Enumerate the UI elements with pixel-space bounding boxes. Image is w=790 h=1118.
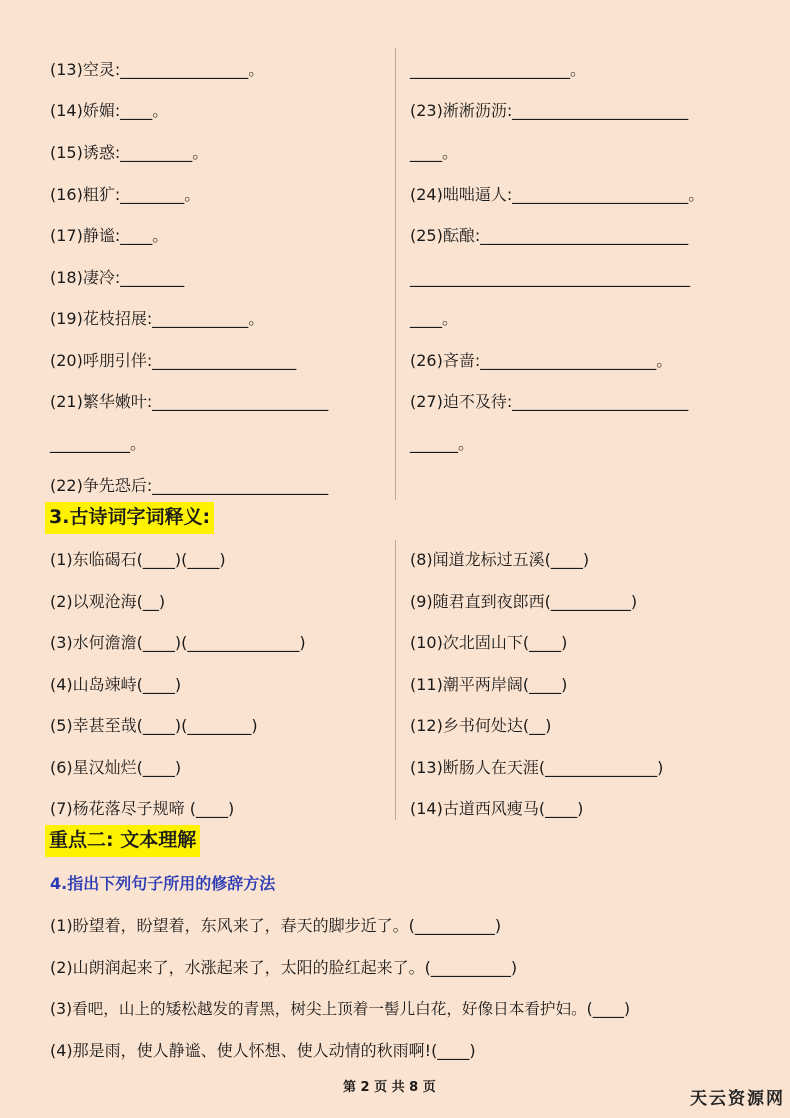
vocab-item: (23)淅淅沥沥:______________________ <box>410 101 689 120</box>
poem-item: (4)山岛竦峙(____) <box>50 675 182 694</box>
poem-item: (7)杨花落尽子规啼 (____) <box>50 799 235 818</box>
poem-item: (6)星汉灿烂(____) <box>50 758 182 777</box>
focus2-heading: 重点二: 文本理解 <box>45 825 200 857</box>
vocab-item: ____。 <box>410 143 459 162</box>
vocab-item: (22)争先恐后:______________________ <box>50 476 329 495</box>
vocab-item: (13)空灵:________________。 <box>50 60 265 79</box>
vocab-item: ___________________________________ <box>410 268 690 287</box>
rhetoric-subheading: 4.指出下列句子所用的修辞方法 <box>50 874 276 893</box>
vocab-item: (19)花枝招展:____________。 <box>50 309 265 328</box>
vocab-item: (14)娇媚:____。 <box>50 101 169 120</box>
rhetoric-item: (1)盼望着，盼望着，东风来了，春天的脚步近了。(__________) <box>50 916 502 935</box>
poem-item: (5)幸甚至哉(____)(________) <box>50 716 258 735</box>
column-divider-top <box>395 48 396 500</box>
vocab-item: (18)凄冷:________ <box>50 268 185 287</box>
section3-heading: 3.古诗词字词释义: <box>45 502 214 534</box>
poem-item: (8)闻道龙标过五溪(____) <box>410 550 590 569</box>
vocab-item: (20)呼朋引伴:__________________ <box>50 351 297 370</box>
poem-item: (3)水何澹澹(____)(______________) <box>50 633 306 652</box>
vocab-item: (26)吝啬:______________________。 <box>410 351 673 370</box>
vocab-item: __________。 <box>50 434 147 453</box>
vocab-item: ____________________。 <box>410 60 587 79</box>
poem-item: (9)随君直到夜郎西(__________) <box>410 592 638 611</box>
poem-item: (2)以观沧海(__) <box>50 592 166 611</box>
rhetoric-item: (2)山朗润起来了，水涨起来了，太阳的脸红起来了。(__________) <box>50 958 518 977</box>
column-divider-section3 <box>395 540 396 820</box>
poem-item: (11)潮平两岸阔(____) <box>410 675 568 694</box>
poem-item: (10)次北固山下(____) <box>410 633 568 652</box>
poem-item: (13)断肠人在天涯(______________) <box>410 758 664 777</box>
vocab-item: ____。 <box>410 309 459 328</box>
vocab-item: (15)诱惑:_________。 <box>50 143 209 162</box>
vocab-item: (27)迫不及待:______________________ <box>410 392 689 411</box>
page-number: 第 2 页 共 8 页 <box>343 1080 436 1095</box>
poem-item: (1)东临碣石(____)(____) <box>50 550 226 569</box>
watermark: 天云资源网 <box>690 1089 785 1109</box>
vocab-item: (16)粗犷:________。 <box>50 185 201 204</box>
vocab-item: ______。 <box>410 434 475 453</box>
vocab-item: (24)咄咄逼人:______________________。 <box>410 185 705 204</box>
vocab-item: (17)静谧:____。 <box>50 226 169 245</box>
rhetoric-item: (4)那是雨，使人静谧、使人怀想、使人动情的秋雨啊!(____) <box>50 1041 476 1060</box>
vocab-item: (25)酝酿:__________________________ <box>410 226 689 245</box>
vocab-item: (21)繁华嫩叶:______________________ <box>50 392 329 411</box>
poem-item: (14)古道西风瘦马(____) <box>410 799 584 818</box>
poem-item: (12)乡书何处达(__) <box>410 716 552 735</box>
rhetoric-item: (3)看吧，山上的矮松越发的青黑，树尖上顶着一髻儿白花，好像日本看护妇。(____) <box>50 1000 631 1018</box>
